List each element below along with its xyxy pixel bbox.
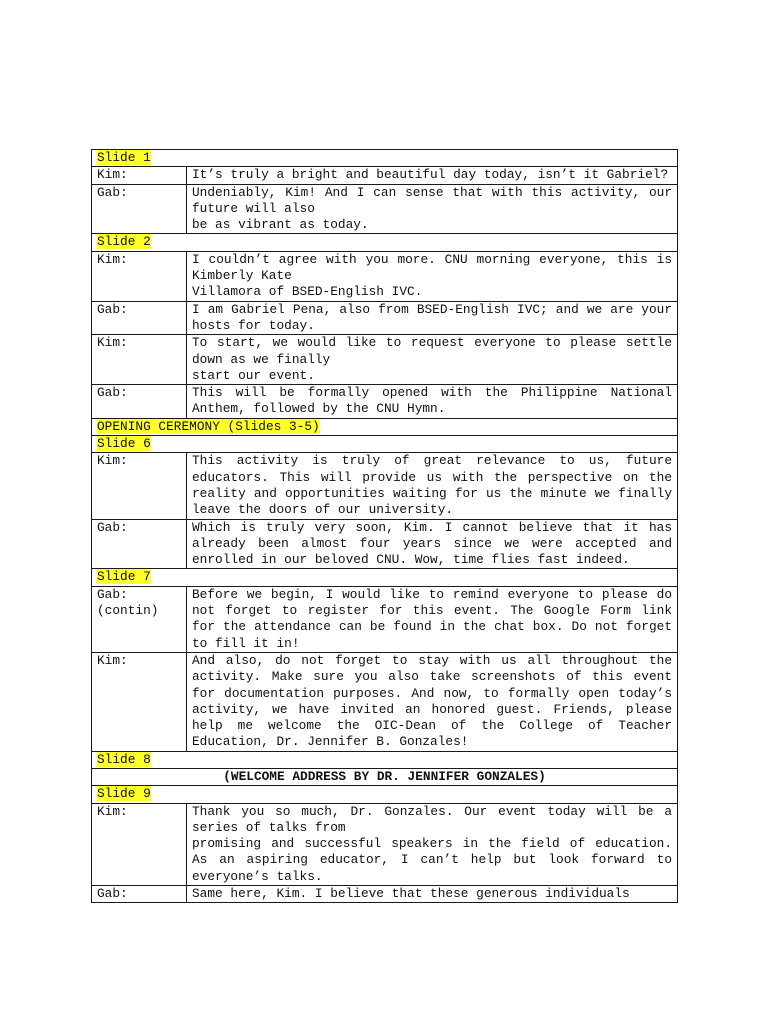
dialogue-cell	[187, 453, 678, 519]
banner-row	[92, 768, 678, 785]
speaker-cell: Gab:	[92, 184, 187, 234]
dialogue-text: To start, we would like to request everyone to please settle down as we finally	[192, 335, 673, 367]
dialogue-text: It’s truly a bright and beautiful day today, isn’t it Gabriel?	[192, 167, 669, 183]
speaker-cell: Kim:	[92, 453, 187, 519]
speaker-cell: Kim:	[92, 167, 187, 184]
section-cell	[92, 418, 678, 435]
script-table-body	[92, 150, 678, 903]
section-heading: Slide 7	[97, 569, 151, 585]
section-heading: Slide 2	[97, 234, 151, 250]
dialogue-cell	[187, 886, 678, 903]
dialogue-cell	[187, 335, 678, 385]
dialogue-cell	[187, 652, 678, 751]
dialogue-row	[92, 184, 678, 234]
dialogue-cell	[187, 586, 678, 652]
dialogue-text: start our event.	[192, 367, 315, 383]
dialogue-text: promising and successful speakers in the field of education. As an aspiring educator, I can’t help but look forward to everyone’s talks.	[192, 836, 673, 884]
dialogue-text: Before we begin, I would like to remind everyone to please do not forget to register for this event. The Google Form link for the attendance can be found in the chat box. Do not forget to fill it in!	[192, 586, 673, 651]
dialogue-row	[92, 251, 678, 301]
dialogue-text: Villamora of BSED-English IVC.	[192, 284, 423, 300]
section-cell	[92, 436, 678, 453]
dialogue-row	[92, 519, 678, 569]
dialogue-text: I am Gabriel Pena, also from BSED-English IVC; and we are your hosts for today.	[192, 301, 673, 333]
speaker-cell: Gab:	[92, 886, 187, 903]
dialogue-text: be as vibrant as today.	[192, 217, 369, 233]
program-script-table	[91, 149, 678, 903]
dialogue-row	[92, 301, 678, 335]
speaker-cell: Gab:	[92, 519, 187, 569]
speaker-cell: Kim:	[92, 803, 187, 885]
dialogue-cell	[187, 803, 678, 885]
dialogue-row	[92, 652, 678, 751]
dialogue-cell	[187, 167, 678, 184]
dialogue-cell	[187, 385, 678, 419]
speaker-cell: Kim:	[92, 251, 187, 301]
section-cell	[92, 786, 678, 803]
dialogue-row	[92, 453, 678, 519]
dialogue-row	[92, 167, 678, 184]
section-heading: Slide 1	[97, 150, 151, 165]
dialogue-text: Undeniably, Kim! And I can sense that with this activity, our future will also	[192, 184, 673, 216]
section-row	[92, 436, 678, 453]
dialogue-row	[92, 886, 678, 903]
section-heading: Slide 9	[97, 786, 151, 802]
section-cell	[92, 751, 678, 768]
section-heading: OPENING CEREMONY (Slides 3-5)	[97, 418, 320, 434]
dialogue-row	[92, 335, 678, 385]
section-row	[92, 569, 678, 586]
dialogue-text: This activity is truly of great relevance to us, future educators. This will provide us with the perspective on the reality and opportunities waiting for us the minute we finally leave the doors of our university.	[192, 453, 673, 518]
section-row	[92, 418, 678, 435]
section-cell	[92, 569, 678, 586]
dialogue-cell	[187, 519, 678, 569]
section-row	[92, 150, 678, 167]
speaker-cell: Gab:	[92, 301, 187, 335]
section-row	[92, 751, 678, 768]
section-cell	[92, 150, 678, 167]
section-cell	[92, 234, 678, 251]
dialogue-row	[92, 385, 678, 419]
speaker-cell: Gab: (contin)	[92, 586, 187, 652]
speaker-cell: Gab:	[92, 385, 187, 419]
section-row	[92, 234, 678, 251]
script-document	[91, 149, 677, 903]
dialogue-text: Same here, Kim. I believe that these generous individuals	[192, 886, 630, 902]
dialogue-cell	[187, 251, 678, 301]
dialogue-text: Which is truly very soon, Kim. I cannot believe that it has already been almost four years since we were accepted and enrolled in our beloved CNU. Wow, time flies fast indeed.	[192, 519, 673, 568]
speaker-cell: Kim:	[92, 335, 187, 385]
dialogue-text: And also, do not forget to stay with us all throughout the activity. Make sure you also take screenshots of this event for documentation purposes. And now, to formally open today’s activity, we have invited an honored guest. Friends, please help me welcome the OIC-Dean of the College of Teacher Education, Dr. Jennifer B. Gonzales!	[192, 652, 673, 750]
dialogue-text: Thank you so much, Dr. Gonzales. Our event today will be a series of talks from	[192, 803, 673, 835]
banner-text: (WELCOME ADDRESS BY DR. JENNIFER GONZALES)	[92, 768, 678, 785]
dialogue-cell	[187, 184, 678, 234]
dialogue-text: I couldn’t agree with you more. CNU morning everyone, this is Kimberly Kate	[192, 251, 673, 284]
dialogue-row	[92, 803, 678, 885]
dialogue-row	[92, 586, 678, 652]
section-heading: Slide 6	[97, 436, 151, 452]
dialogue-text: This will be formally opened with the Philippine National Anthem, followed by the CNU Hymn.	[192, 385, 673, 417]
speaker-cell: Kim:	[92, 652, 187, 751]
section-row	[92, 786, 678, 803]
section-heading: Slide 8	[97, 751, 151, 767]
dialogue-cell	[187, 301, 678, 335]
